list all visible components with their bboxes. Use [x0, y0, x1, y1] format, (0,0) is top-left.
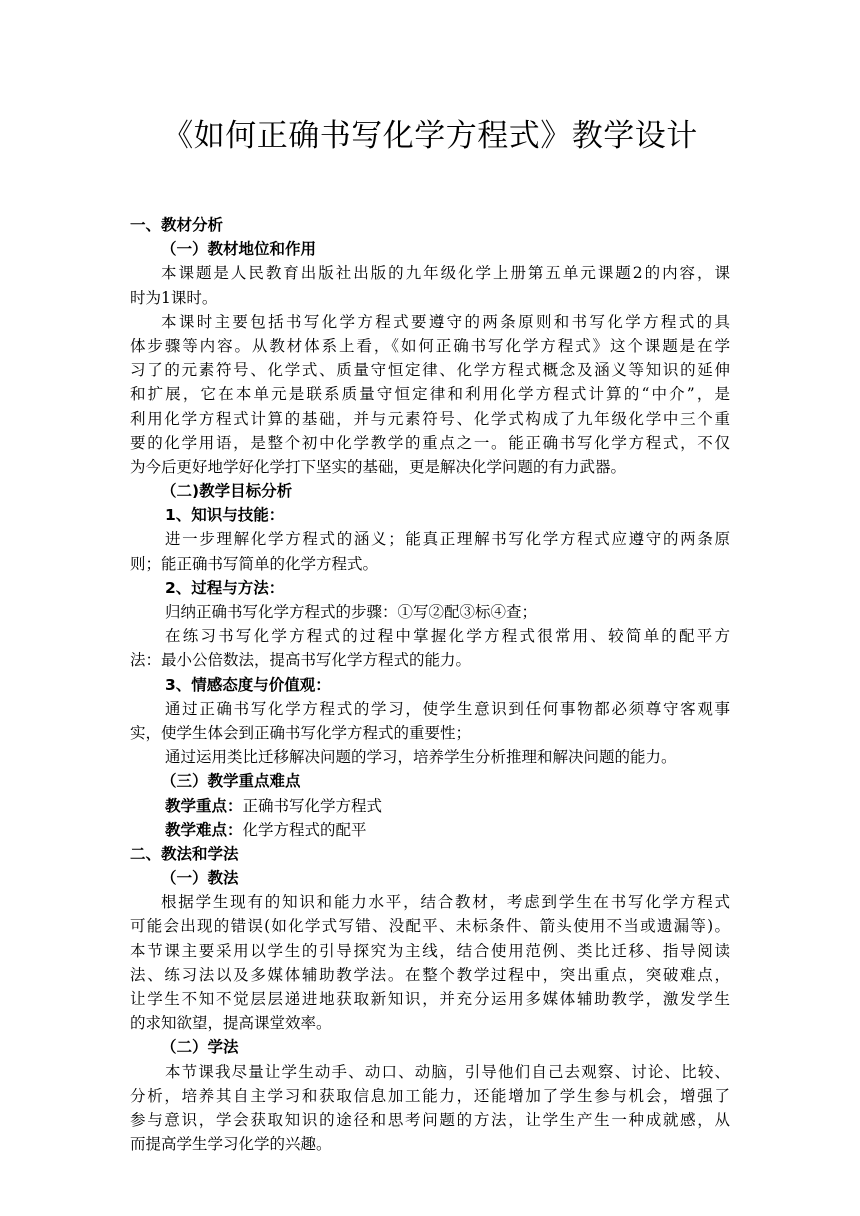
paragraph — [130, 890, 730, 1035]
section-heading: 一、教材分析 — [130, 216, 224, 234]
paragraph-line: 本课时主要包括书写化学方程式要遵守的两条原则和书写化学方程式的具 — [161, 312, 730, 331]
subsection-heading: （三）教学重点难点 — [161, 772, 301, 791]
paragraph-line: 和扩展，它在本单元是联系质量守恒定律和利用化学方程式计算的“中介”，是 — [130, 385, 730, 404]
document-body — [130, 213, 730, 1156]
paragraph-line: 体步骤等内容。从教材体系上看，《如何正确书写化学方程式》这个课题是在学 — [130, 336, 730, 355]
subsection-heading: （二）学法 — [161, 1038, 239, 1057]
paragraph-line: 分析，培养其自主学习和获取信息加工能力，还能增加了学生参与机会，增强了 — [130, 1086, 730, 1105]
paragraph-line: 利用化学方程式计算的基础，并与元素符号、化学式构成了九年级化学中三个重 — [130, 409, 730, 428]
subsection-heading: （一）教材地位和作用 — [161, 240, 317, 259]
paragraph-line: 时为1课时。 — [130, 288, 218, 307]
paragraph-line: 法：最小公倍数法，提高书写化学方程式的能力。 — [130, 651, 472, 670]
item-heading: 3、情感态度与价值观： — [165, 675, 331, 694]
paragraph-line: 要的化学用语，是整个初中化学教学的重点之一。能正确书写化学方程式，不仅 — [130, 433, 730, 452]
difficulty-text: 化学方程式的配平 — [242, 820, 367, 839]
paragraph — [130, 310, 730, 479]
paragraph-line: 法、练习法以及多媒体辅助教学法。在整个教学过程中，突出重点，突破难点， — [130, 965, 730, 984]
paragraph-line: 可能会出现的错误(如化学式写错、没配平、未标条件、箭头使用不当或遗漏等)。 — [130, 917, 730, 936]
paragraph-line: 参与意识，学会获取知识的途径和思考问题的方法，让学生产生一种成就感，从 — [130, 1110, 730, 1129]
paragraph-line: 在练习书写化学方程式的过程中掌握化学方程式很常用、较简单的配平方 — [165, 627, 730, 646]
document-title: 《如何正确书写化学方程式》教学设计 — [162, 118, 698, 154]
paragraph-line: 让学生不知不觉层层递进地获取新知识，并充分运用多媒体辅助教学，激发学生 — [130, 990, 730, 1008]
paragraph-line: 进一步理解化学方程式的涵义；能真正理解书写化学方程式应遵守的两条原 — [165, 530, 730, 549]
subsection-heading: （二)教学目标分析 — [161, 482, 293, 501]
paragraph — [130, 527, 730, 575]
paragraph — [130, 1060, 730, 1157]
paragraph-line: 通过运用类比迁移解决问题的学习，培养学生分析推理和解决问题的能力。 — [165, 748, 677, 767]
paragraph-line: 本节课我尽量让学生动手、动口、动脑，引导他们自己去观察、讨论、比较、 — [165, 1062, 730, 1081]
key-point-text: 正确书写化学方程式 — [242, 796, 383, 815]
paragraph-line: 通过正确书写化学方程式的学习，使学生意识到任何事物都必须尊守客观事 — [165, 699, 730, 718]
key-point-label: 教学重点： — [165, 796, 243, 815]
paragraph-line: 而提高学生学习化学的兴趣。 — [130, 1135, 332, 1154]
paragraph-line: 本课题是人民教育出版社出版的九年级化学上册第五单元课题2的内容，课 — [161, 264, 730, 283]
item-heading: 1、知识与技能： — [165, 506, 285, 525]
paragraph — [130, 261, 730, 309]
paragraph-line: 归纳正确书写化学方程式的步骤：①写②配③标④查； — [165, 603, 538, 621]
paragraph — [130, 624, 730, 672]
paragraph-line: 的求知欲望，提高课堂效率。 — [130, 1014, 332, 1033]
key-point-line — [130, 794, 730, 818]
paragraph-line: 实，使学生体会到正确书写化学方程式的重要性； — [130, 723, 472, 742]
difficulty-label: 教学难点： — [165, 820, 243, 839]
subsection-heading: （一）教法 — [161, 869, 239, 888]
paragraph — [130, 697, 730, 745]
paragraph-line: 根据学生现有的知识和能力水平，结合教材，考虑到学生在书写化学方程式 — [161, 893, 730, 912]
item-heading: 2、过程与方法： — [165, 578, 285, 597]
section-heading: 二、教法和学法 — [130, 844, 239, 863]
difficulty-line — [130, 818, 730, 842]
paragraph-line: 本节课主要采用以学生的引导探究为主线，结合使用范例、类比迁移、指导阅读 — [130, 941, 730, 960]
paragraph-line: 为今后更好地学好化学打下坚实的基础，更是解决化学问题的有力武器。 — [130, 457, 627, 476]
paragraph-line: 则；能正确书写简单的化学方程式。 — [130, 554, 379, 573]
paragraph-line: 习了的元素符号、化学式、质量守恒定律、化学方程式概念及涵义等知识的延伸 — [130, 361, 730, 380]
